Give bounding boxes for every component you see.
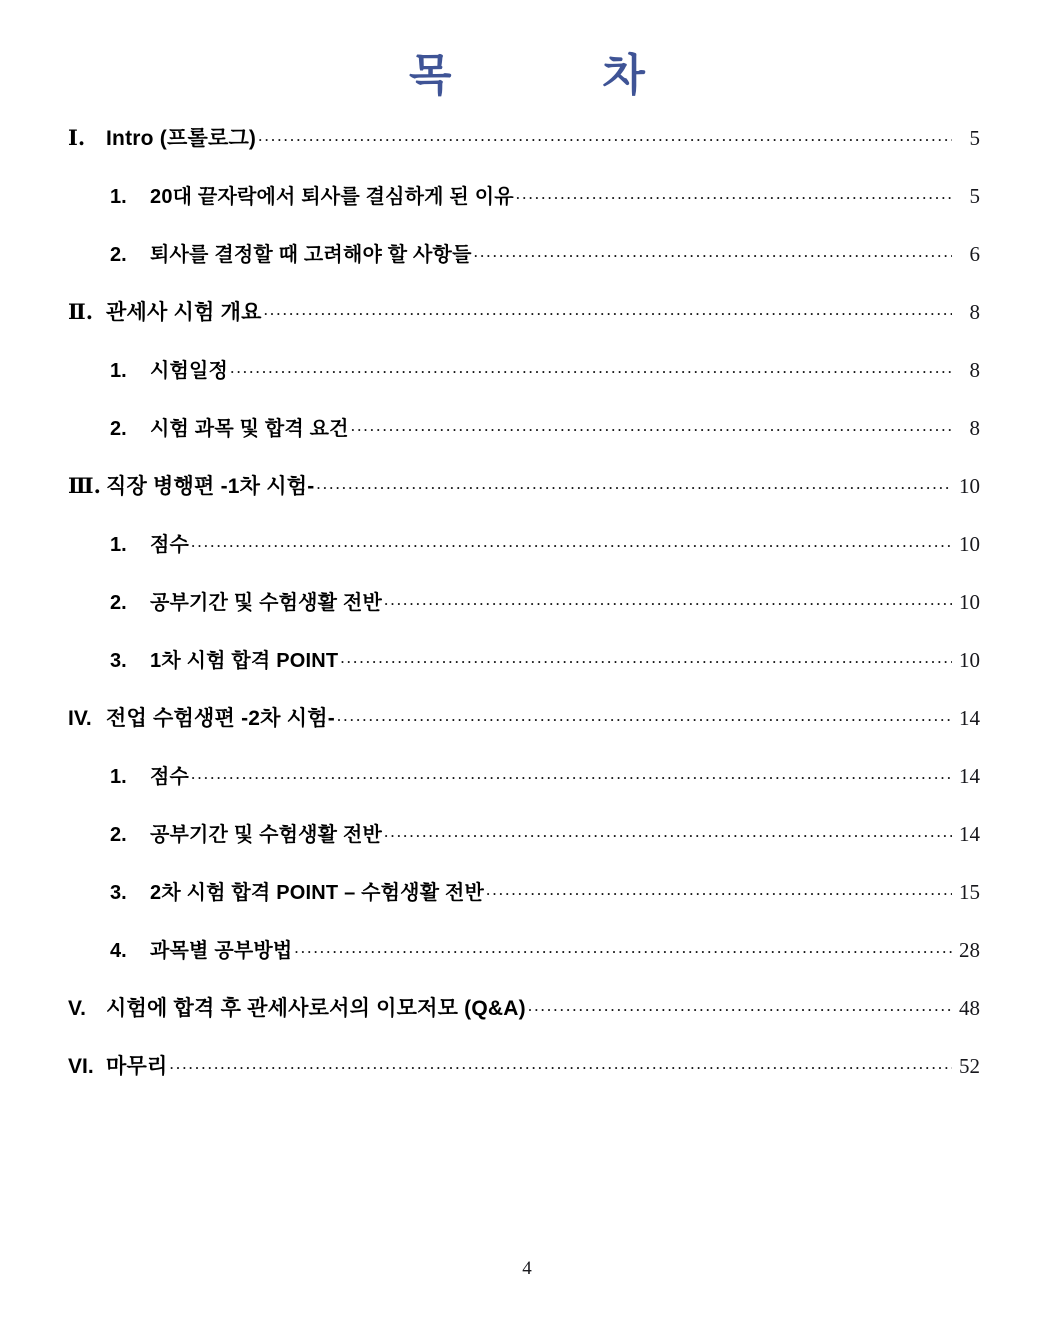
- toc-entry-page-number: 10: [959, 648, 980, 672]
- toc-dot-leader: [474, 245, 952, 261]
- toc-entry-label: 전업 수험생편 -2차 시험-: [106, 707, 335, 730]
- toc-entry[interactable]: [68, 992, 980, 1050]
- toc-entry-label: 퇴사를 결정할 때 고려해야 할 사항들: [150, 244, 472, 266]
- toc-dot-leader: [191, 535, 952, 551]
- toc-dot-leader: [340, 651, 952, 667]
- toc-entry[interactable]: [68, 238, 980, 296]
- toc-entry-label: 점수: [150, 766, 190, 788]
- toc-entry-label: 관세사 시험 개요: [106, 301, 262, 324]
- toc-entry[interactable]: [68, 412, 980, 470]
- toc-entry-label: 시험에 합격 후 관세사로서의 이모저모 (Q&A): [106, 997, 526, 1020]
- toc-entry[interactable]: [68, 470, 980, 528]
- toc-entry[interactable]: [68, 354, 980, 412]
- table-of-contents: [68, 122, 980, 1108]
- toc-entry[interactable]: [68, 296, 980, 354]
- toc-entry-label: 직장 병행편 -1차 시험-: [106, 475, 315, 498]
- toc-entry-label: 시험일정: [150, 360, 229, 382]
- toc-entry-numeral: 1.: [110, 186, 127, 208]
- toc-entry-numeral: 4.: [110, 940, 127, 962]
- toc-entry-label: Intro (프롤로그): [106, 127, 257, 150]
- footer-page-number: 4: [522, 1258, 532, 1279]
- toc-dot-leader: [528, 999, 952, 1015]
- toc-entry-page-number: 8: [969, 300, 980, 324]
- toc-entry-label: 점수: [150, 534, 190, 556]
- toc-dot-leader: [264, 303, 952, 319]
- toc-entry-label: 공부기간 및 수험생활 전반: [150, 592, 382, 614]
- toc-dot-leader: [351, 419, 952, 435]
- toc-entry-page-number: 48: [959, 996, 980, 1020]
- toc-entry[interactable]: [68, 876, 980, 934]
- toc-entry-numeral: Ⅰ.: [68, 125, 86, 150]
- toc-dot-leader: [258, 129, 952, 145]
- toc-entry-page-number: 6: [969, 242, 980, 266]
- toc-entry-page-number: 8: [969, 416, 980, 440]
- toc-entry-numeral: Ⅲ.: [68, 473, 101, 498]
- toc-entry[interactable]: [68, 644, 980, 702]
- toc-entry-page-number: 10: [959, 532, 980, 556]
- toc-entry-label: 공부기간 및 수험생활 전반: [150, 824, 382, 846]
- toc-entry-label: 시험 과목 및 합격 요건: [150, 418, 349, 440]
- toc-entry-numeral: Ⅱ.: [68, 299, 94, 324]
- toc-dot-leader: [191, 767, 952, 783]
- page-title: 목 차: [409, 51, 660, 100]
- toc-entry[interactable]: [68, 1050, 980, 1108]
- toc-entry-page-number: 10: [959, 474, 980, 498]
- toc-entry-numeral: 2.: [110, 418, 127, 440]
- toc-entry-numeral: 2.: [110, 824, 127, 846]
- toc-entry[interactable]: [68, 528, 980, 586]
- toc-entry[interactable]: [68, 760, 980, 818]
- toc-entry-numeral: 1.: [110, 766, 127, 788]
- toc-entry-label: 마무리: [106, 1055, 168, 1078]
- toc-entry-numeral: 2.: [110, 592, 127, 614]
- toc-entry-label: 1차 시험 합격 POINT: [150, 650, 339, 672]
- toc-entry-page-number: 28: [959, 938, 980, 962]
- toc-entry[interactable]: [68, 586, 980, 644]
- toc-dot-leader: [316, 477, 952, 493]
- toc-entry[interactable]: [68, 122, 980, 180]
- toc-dot-leader: [384, 593, 952, 609]
- toc-entry-page-number: 14: [959, 822, 980, 846]
- toc-entry[interactable]: [68, 934, 980, 992]
- toc-entry-page-number: 52: [959, 1054, 980, 1078]
- toc-entry-page-number: 14: [959, 764, 980, 788]
- toc-dot-leader: [516, 187, 952, 203]
- toc-entry-numeral: IV.: [68, 707, 92, 730]
- toc-entry-page-number: 8: [969, 358, 980, 382]
- toc-entry[interactable]: [68, 818, 980, 876]
- toc-entry-label: 20대 끝자락에서 퇴사를 결심하게 된 이유: [150, 186, 514, 208]
- toc-dot-leader: [170, 1057, 953, 1073]
- toc-entry-label: 2차 시험 합격 POINT – 수험생활 전반: [150, 882, 485, 904]
- toc-entry-numeral: 1.: [110, 360, 127, 382]
- toc-entry-numeral: 3.: [110, 650, 127, 672]
- toc-entry-numeral: 1.: [110, 534, 127, 556]
- toc-entry-page-number: 5: [969, 184, 980, 208]
- toc-dot-leader: [230, 361, 952, 377]
- toc-entry[interactable]: [68, 702, 980, 760]
- toc-entry-numeral: 2.: [110, 244, 127, 266]
- toc-dot-leader: [384, 825, 952, 841]
- toc-entry-numeral: VI.: [68, 1055, 94, 1078]
- toc-entry-page-number: 14: [959, 706, 980, 730]
- toc-entry[interactable]: [68, 180, 980, 238]
- toc-dot-leader: [486, 883, 952, 899]
- toc-entry-label: 과목별 공부방법: [150, 940, 293, 962]
- toc-entry-numeral: 3.: [110, 882, 127, 904]
- toc-dot-leader: [294, 941, 952, 957]
- toc-entry-page-number: 15: [959, 880, 980, 904]
- toc-entry-page-number: 10: [959, 590, 980, 614]
- toc-entry-numeral: V.: [68, 997, 86, 1020]
- toc-entry-page-number: 5: [969, 126, 980, 150]
- toc-dot-leader: [337, 709, 952, 725]
